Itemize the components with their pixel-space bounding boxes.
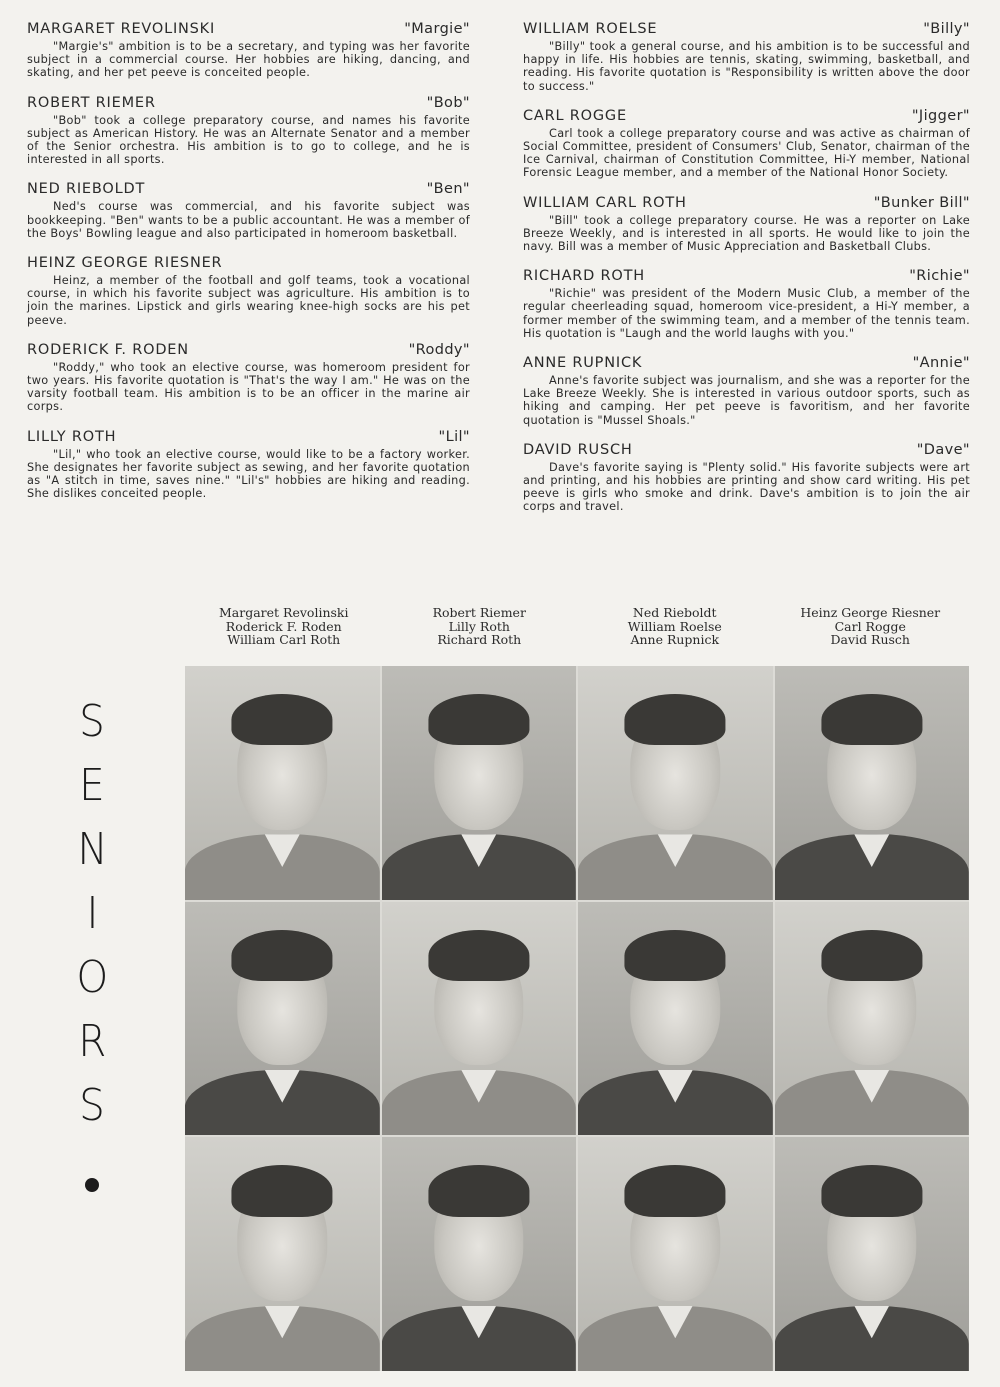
senior-biography: "Richie" was president of the Modern Music Club, a member of the regular cheerleading squad, homeroom vice-president, a Hi-Y member, a former member of the swimming team, and a member of the tennis team. His quotation is "Laugh and the world laughs with you." bbox=[523, 287, 970, 340]
senior-biography: "Roddy," who took an elective course, was homeroom president for two years. His favorite quotation is "That's the way I am." He was on the varsity football team. His ambition is to be an officer in the marine air corps. bbox=[27, 360, 470, 414]
title-letter: E bbox=[79, 760, 105, 811]
senior-portrait-photo bbox=[185, 902, 380, 1136]
senior-entry bbox=[523, 20, 970, 93]
senior-entry bbox=[27, 341, 470, 414]
caption-name: Lilly Roth bbox=[448, 618, 510, 634]
caption-column bbox=[186, 606, 382, 647]
portrait-hair bbox=[821, 930, 922, 981]
senior-biography: "Margie's" ambition is to be a secretary, and typing was her favorite subject in a commercial course. Her hobbies are hiking, dancing, and skating, and her pet peeve is conceited people. bbox=[27, 40, 470, 80]
title-letter: I bbox=[86, 888, 98, 939]
senior-portrait-photo bbox=[775, 1137, 970, 1371]
senior-name: ANNE RUPNICK bbox=[523, 355, 643, 372]
senior-biography: "Billy" took a general course, and his ambition is to be successful and happy in life. His hobbies are tennis, skating, swimming, basketball, and reading. His favorite quotation is "Responsibility is written above the door to success." bbox=[523, 40, 970, 93]
senior-biography: Carl took a college preparatory course and was active as chairman of Social Committee, president of Consumers' Club, Senator, chairman of the Ice Carnival, chairman of Constitution Committee, Hi-Y member, National Forensic League member, and a member of the National Honor Society. bbox=[523, 126, 970, 180]
senior-nickname: "Dave" bbox=[916, 441, 970, 458]
senior-nickname: "Bunker Bill" bbox=[873, 194, 970, 211]
senior-entry-header bbox=[27, 254, 470, 272]
senior-name: HEINZ GEORGE RIESNER bbox=[27, 255, 223, 272]
senior-biography: Anne's favorite subject was journalism, and she was a reporter for the Lake Breeze Weekly. She is interested in various outdoor sports, such as hiking and camping. Her pet peeve is favoritism, and her favorite quotation is "Mussel Shoals." bbox=[523, 374, 970, 427]
senior-entry-header bbox=[27, 180, 470, 198]
portrait-hair bbox=[821, 694, 922, 745]
senior-name: WILLIAM CARL ROTH bbox=[523, 194, 687, 211]
senior-entry bbox=[27, 94, 470, 167]
senior-portrait-photo bbox=[382, 1137, 577, 1371]
senior-portrait-photo bbox=[382, 666, 577, 900]
senior-portrait-photo bbox=[775, 902, 970, 1136]
senior-name: WILLIAM ROELSE bbox=[523, 21, 658, 37]
senior-entry bbox=[523, 107, 970, 180]
caption-column bbox=[577, 606, 773, 647]
senior-entry bbox=[27, 180, 470, 240]
senior-name: CARL ROGGE bbox=[523, 107, 627, 124]
senior-entry bbox=[523, 354, 970, 427]
caption-name: Carl Rogge bbox=[834, 618, 906, 634]
senior-biography: Heinz, a member of the football and golf teams, took a vocational course, in which his favorite subject was agriculture. His ambition is to join the marines. Lipstick and girls wearing knee-high socks are his pet peeve. bbox=[27, 274, 470, 327]
senior-nickname: "Billy" bbox=[923, 21, 970, 37]
caption-name: Richard Roth bbox=[437, 632, 522, 647]
caption-name: Margaret Revolinski bbox=[219, 605, 349, 620]
photo-captions bbox=[186, 606, 968, 647]
senior-nickname: "Roddy" bbox=[408, 341, 470, 358]
senior-name: LILLY ROTH bbox=[27, 428, 117, 445]
senior-biography: Dave's favorite saying is "Plenty solid." His favorite subjects were art and printing, and his hobbies are printing and show card writing. His pet peeve is girls who smoke and drink. Dave's ambition is to join the air corps and travel. bbox=[523, 460, 970, 514]
title-letter: N bbox=[76, 824, 108, 875]
senior-biography: "Bob" took a college preparatory course, and names his favorite subject as American History. He was an Alternate Senator and a member of the Senior orchestra. His ambition is to go to college, and he is interested in all sports. bbox=[27, 113, 470, 167]
senior-nickname: "Annie" bbox=[912, 355, 970, 372]
senior-nickname: "Margie" bbox=[404, 21, 470, 37]
portrait-hair bbox=[232, 930, 333, 981]
caption-column bbox=[773, 606, 969, 647]
portrait-hair bbox=[232, 694, 333, 745]
title-letter: S bbox=[79, 1080, 105, 1131]
portrait-hair bbox=[625, 694, 726, 745]
senior-entry-header bbox=[27, 341, 470, 359]
portrait-hair bbox=[428, 694, 529, 745]
senior-name: NED RIEBOLDT bbox=[27, 181, 146, 198]
senior-entry bbox=[27, 254, 470, 327]
title-dot-icon bbox=[85, 1178, 99, 1192]
caption-name: Anne Rupnick bbox=[630, 632, 720, 647]
title-letter: R bbox=[77, 1016, 107, 1067]
senior-name: MARGARET REVOLINSKI bbox=[27, 21, 216, 37]
senior-name: RICHARD ROTH bbox=[523, 268, 645, 285]
senior-entry-header bbox=[523, 107, 970, 125]
seniors-vertical-title bbox=[60, 690, 124, 1192]
portrait-hair bbox=[625, 1165, 726, 1216]
senior-biography: "Lil," who took an elective course, would like to be a factory worker. She designates her favorite subject as sewing, and her favorite quotation as "A stitch in time, saves nine." "Lil's" hobbies are hiking and reading. She dislikes conceited people. bbox=[27, 447, 470, 501]
senior-nickname: "Ben" bbox=[426, 181, 470, 198]
portrait-hair bbox=[428, 930, 529, 981]
senior-entry-header bbox=[27, 94, 470, 112]
senior-entry-header bbox=[523, 267, 970, 285]
senior-portrait-photo bbox=[578, 666, 773, 900]
senior-portrait-photo bbox=[185, 1137, 380, 1371]
senior-nickname: "Lil" bbox=[438, 428, 470, 445]
senior-entry-header bbox=[523, 194, 970, 212]
senior-entry bbox=[523, 194, 970, 254]
senior-nickname: "Richie" bbox=[909, 268, 970, 285]
senior-nickname: "Bob" bbox=[426, 94, 470, 111]
caption-name: Robert Riemer bbox=[432, 605, 526, 620]
senior-portrait-photo bbox=[775, 666, 970, 900]
senior-entry-header bbox=[523, 20, 970, 38]
senior-portrait-grid bbox=[185, 666, 969, 1371]
senior-name: DAVID RUSCH bbox=[523, 441, 633, 458]
caption-name: Roderick F. Roden bbox=[225, 618, 342, 634]
senior-entry-header bbox=[523, 441, 970, 459]
caption-name: Heinz George Riesner bbox=[800, 605, 941, 620]
title-letter: S bbox=[79, 696, 105, 747]
portrait-hair bbox=[821, 1165, 922, 1216]
caption-name: David Rusch bbox=[830, 632, 910, 647]
senior-biography: "Bill" took a college preparatory course. He was a reporter on Lake Breeze Weekly, and is interested in all sports. He would like to join the navy. Bill was a member of Music Appreciation and Basketball Clubs. bbox=[523, 213, 970, 254]
senior-entry-header bbox=[27, 428, 470, 446]
senior-entry bbox=[523, 267, 970, 340]
left-biography-column bbox=[27, 20, 470, 514]
portrait-hair bbox=[232, 1165, 333, 1216]
senior-portrait-photo bbox=[578, 902, 773, 1136]
caption-name: William Roelse bbox=[627, 618, 722, 634]
portrait-hair bbox=[428, 1165, 529, 1216]
portrait-hair bbox=[625, 930, 726, 981]
senior-entry bbox=[27, 20, 470, 80]
senior-entry-header bbox=[523, 354, 970, 372]
caption-column bbox=[382, 606, 578, 647]
senior-biography: Ned's course was commercial, and his favorite subject was bookkeeping. "Ben" wants to be a public accountant. He was a member of the Boys' Bowling league and also participated in homeroom basketball. bbox=[27, 200, 470, 240]
senior-portrait-photo bbox=[382, 902, 577, 1136]
right-biography-column bbox=[523, 20, 970, 528]
senior-entry bbox=[27, 428, 470, 501]
senior-name: RODERICK F. RODEN bbox=[27, 341, 189, 358]
title-letter: O bbox=[76, 952, 108, 1003]
senior-entry bbox=[523, 441, 970, 514]
senior-entry-header bbox=[27, 20, 470, 38]
senior-nickname: "Jigger" bbox=[911, 107, 970, 124]
caption-name: William Carl Roth bbox=[227, 632, 341, 647]
caption-name: Ned Rieboldt bbox=[632, 605, 717, 620]
senior-portrait-photo bbox=[185, 666, 380, 900]
senior-portrait-photo bbox=[578, 1137, 773, 1371]
senior-name: ROBERT RIEMER bbox=[27, 94, 156, 111]
